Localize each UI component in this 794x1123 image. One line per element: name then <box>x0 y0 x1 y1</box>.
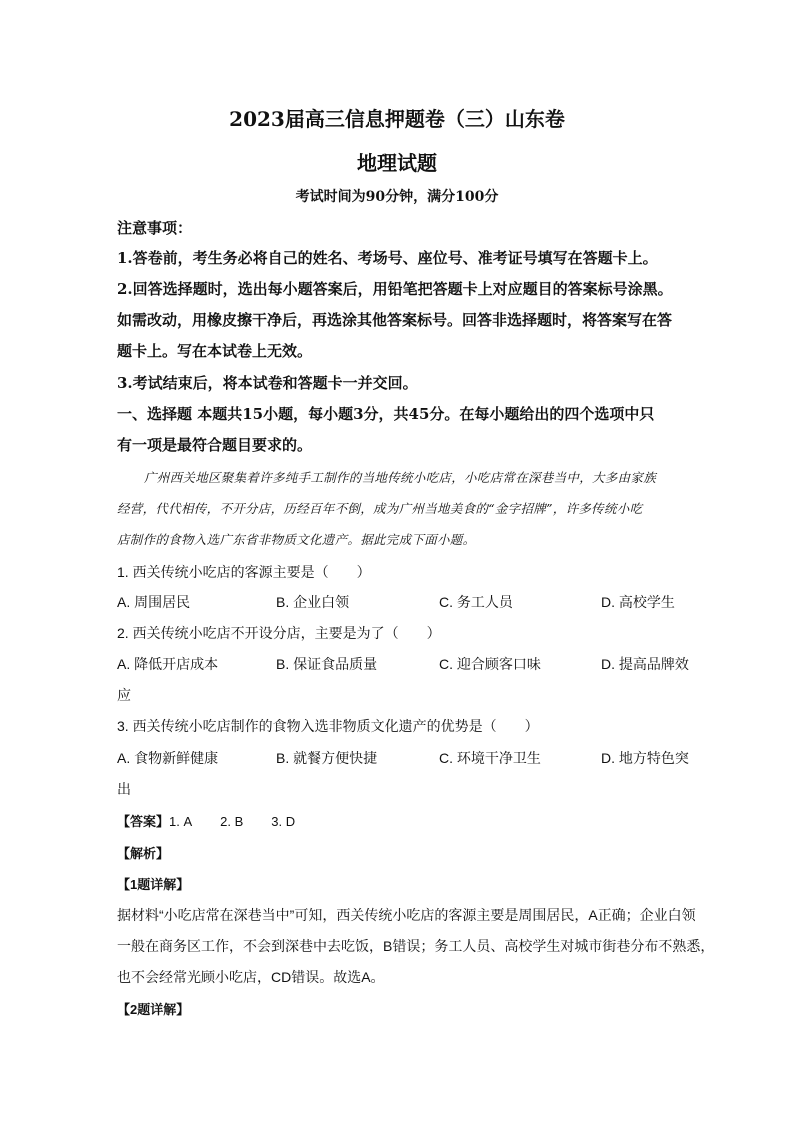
exam-info: 考试时间为90分钟，满分100分 <box>295 189 499 205</box>
option-a: A. 食物新鲜健康 <box>117 750 219 766</box>
option-b: B. 保证食品质量 <box>276 656 378 672</box>
option-b: B. 就餐方便快捷 <box>276 750 378 766</box>
option-d: D. 高校学生 <box>601 594 675 610</box>
question-stem: 1. 西关传统小吃店的客源主要是（ ） <box>117 564 371 580</box>
answer-item: 2. B <box>220 814 244 829</box>
option-a: A. 降低开店成本 <box>117 656 219 672</box>
analysis-line: 一般在商务区工作，不会到深巷中去吃饭，B错误；务工人员、高校学生对城市街巷分布不熟悉， <box>117 938 715 954</box>
page-title: 2023届高三信息押题卷（三）山东卷 <box>229 107 565 131</box>
q1-detail-heading: 【1题详解】 <box>117 877 190 892</box>
analysis-line: 据材料“小吃店常在深巷当中”可知，西关传统小吃店的客源主要是周围居民，A正确；企业白领 <box>117 907 696 923</box>
option-c: C. 务工人员 <box>439 594 513 610</box>
answer-item: 3. D <box>271 814 296 829</box>
subject-title: 地理试题 <box>357 151 437 175</box>
option-c: C. 环境干净卫生 <box>439 750 541 766</box>
note-line: 2.回答选择题时，选出每小题答案后，用铅笔把答题卡上对应题目的答案标号涂黑。 <box>117 280 673 298</box>
q2-detail-heading: 【2题详解】 <box>117 1002 190 1017</box>
option-b: B. 企业白领 <box>276 594 350 610</box>
section-heading: 一、选择题 本题共15小题，每小题3分，共45分。在每小题给出的四个选项中只 <box>117 405 655 423</box>
option-d: D. 提高品牌效 <box>601 656 689 672</box>
answer-item: 1. A <box>169 814 193 829</box>
question-stem: 3. 西关传统小吃店制作的食物入选非物质文化遗产的优势是（ ） <box>117 718 539 734</box>
option-c: C. 迎合顾客口味 <box>439 656 541 672</box>
passage-line: 经营，代代相传，不开分店，历经百年不倒，成为广州当地美食的“金字招牌”，许多传统小吃 <box>117 501 643 516</box>
option-wrap: 出 <box>117 781 131 797</box>
passage-line: 广州西关地区聚集着许多纯手工制作的当地传统小吃店，小吃店常在深巷当中，大多由家族 <box>144 470 657 485</box>
passage-line: 店制作的食物入选广东省非物质文化遗产。据此完成下面小题。 <box>117 532 476 547</box>
analysis-line: 也不会经常光顾小吃店，CD错误。故选A。 <box>117 969 385 985</box>
option-a: A. 周围居民 <box>117 594 191 610</box>
answer-label: 【答案】 <box>117 814 170 829</box>
option-wrap: 应 <box>117 687 131 703</box>
section-heading: 有一项是最符合题目要求的。 <box>117 436 313 454</box>
analysis-heading: 【解析】 <box>117 846 170 861</box>
notes-heading: 注意事项： <box>117 219 193 237</box>
note-line: 3.考试结束后，将本试卷和答题卡一并交回。 <box>117 374 418 392</box>
question-stem: 2. 西关传统小吃店不开设分店，主要是为了（ ） <box>117 625 441 641</box>
note-line: 如需改动，用橡皮擦干净后，再选涂其他答案标号。回答非选择题时，将答案写在答 <box>117 311 673 329</box>
note-line: 题卡上。写在本试卷上无效。 <box>117 342 313 360</box>
option-d: D. 地方特色突 <box>601 750 689 766</box>
note-line: 1.答卷前，考生务必将自己的姓名、考场号、座位号、准考证号填写在答题卡上。 <box>117 249 658 267</box>
answer-line <box>117 811 295 830</box>
